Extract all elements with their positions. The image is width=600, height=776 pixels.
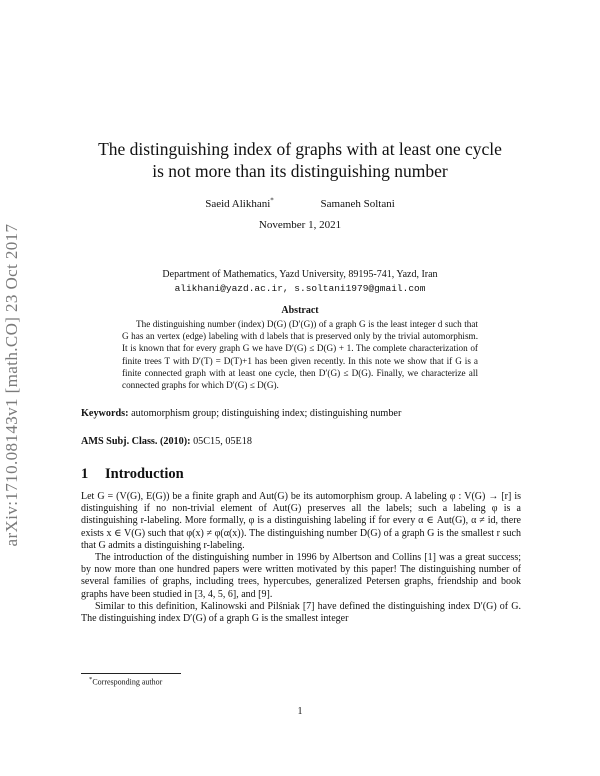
abstract-heading: Abstract <box>281 305 319 316</box>
ams-classification <box>81 436 521 447</box>
keywords <box>81 408 521 419</box>
footnote-rule <box>81 673 181 674</box>
author-1-name: Saeid Alikhani <box>205 197 271 210</box>
ams-text: 05C15, 05E18 <box>193 436 252 447</box>
section-heading <box>81 466 184 483</box>
department: Department of Mathematics, Yazd University, 89195-741, Yazd, Iran <box>162 269 438 280</box>
corresponding-author-mark: * <box>270 196 274 204</box>
author-1 <box>205 198 274 210</box>
arxiv-identifier: arXiv:1710.08143v1 [math.CO] 23 Oct 2017 <box>2 223 21 547</box>
body-text <box>81 491 521 625</box>
affiliation <box>80 268 520 296</box>
abstract-text: The distinguishing number (index) D(G) (D′(G)) of a graph G is the least integer d such that G has an vertex (edge) labeling with d labels that is preserved only by the trivial automorphism. It is known that for every graph G we have D′(G) ≤ D(G) + 1. The complete characterization of finite trees T with D′(T) = D(T)+1 has been given recently. In this note we show that if G is a finite connected graph with at least one cycle, then D′(G) ≤ D(G). Finally, we characterize all connected graphs for which D′(G) ≤ D(G). <box>122 319 478 391</box>
footnote <box>89 676 162 687</box>
section-number: 1 <box>81 466 89 482</box>
section-title: Introduction <box>105 466 184 482</box>
paragraph-3: Similar to this definition, Kalinowski and Pilśniak [7] have defined the distinguishing index D′(G) of G. The distinguishing index D′(G) of a graph G is the smallest integer <box>81 600 521 625</box>
title-line-2: is not more than its distinguishing number <box>152 161 448 181</box>
email-addresses: alikhani@yazd.ac.ir, s.soltani1979@gmail.com <box>174 283 426 294</box>
keywords-label: Keywords: <box>81 408 129 419</box>
paper-date: November 1, 2021 <box>258 219 342 231</box>
ams-label: AMS Subj. Class. (2010): <box>81 436 191 447</box>
paragraph-2: The introduction of the distinguishing number in 1996 by Albertson and Collins [1] was a great success; by now more than one hundred papers were written motivated by this paper! The distinguishing number of several families of graphs, including trees, hypercubes, generalized Petersen graphs, friendship and book graphs have been studied in [3, 4, 5, 6], and [9]. <box>81 552 521 600</box>
author-2: Samaneh Soltani <box>320 197 395 210</box>
footnote-mark: * <box>89 676 93 683</box>
author-list <box>80 196 520 210</box>
keywords-text: automorphism group; distinguishing index; distinguishing number <box>131 408 402 419</box>
paper-title <box>80 138 520 182</box>
paragraph-1: Let G = (V(G), E(G)) be a finite graph and Aut(G) be its automorphism group. A labeling φ : V(G) → [r] is distinguishing if no non-trivial element of Aut(G) preserves all the labels; such a labeling φ is a distinguishing r-labeling. More formally, φ is a distinguishing labeling if for every α ∈ Aut(G), α ≠ id, there exists x ∈ V(G) such that φ(x) ≠ φ(α(x)). The distinguishing number D(G) of a graph G is the smallest r such that G admits a distinguishing r-labeling. <box>81 491 521 551</box>
page-number: 1 <box>297 706 303 717</box>
footnote-text: Corresponding author <box>92 677 163 687</box>
title-line-1: The distinguishing index of graphs with at least one cycle <box>98 139 502 159</box>
